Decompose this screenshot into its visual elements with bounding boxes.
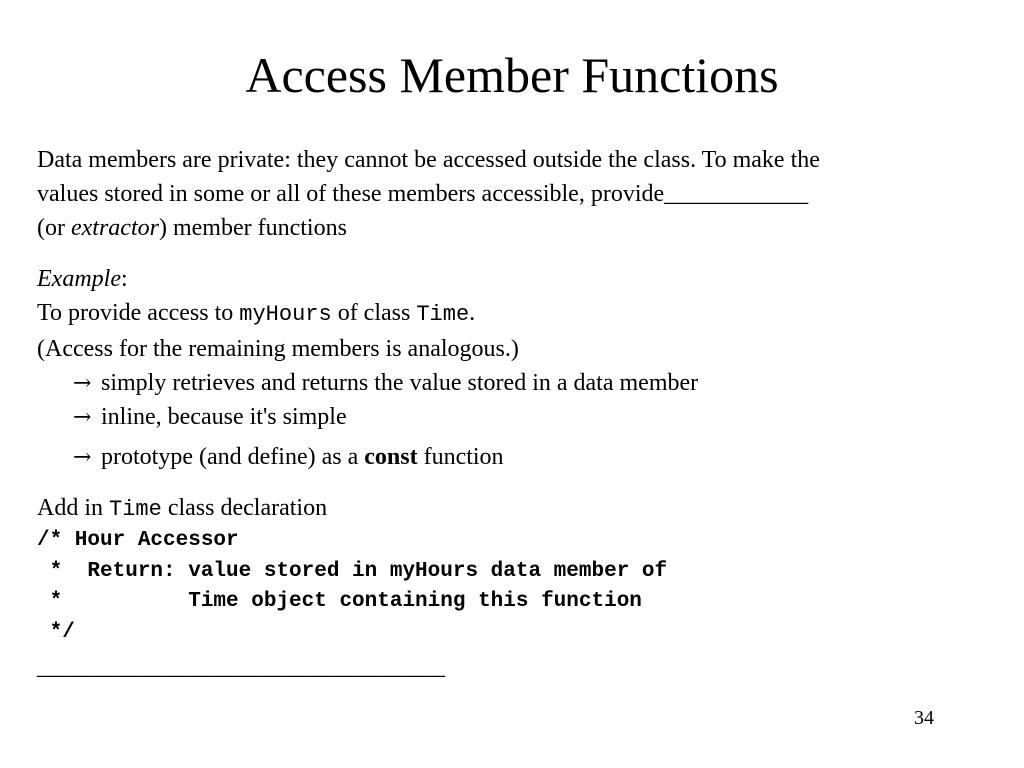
bullet-1-text: simply retrieves and returns the value stored in a data member <box>101 370 699 396</box>
example-line-2: (Access for the remaining members is analogous.) <box>37 336 519 362</box>
intro-line-1: Data members are private: they cannot be accessed outside the class. To make the <box>37 147 820 173</box>
code-comment-line-1: /* Hour Accessor <box>37 529 239 552</box>
example-line-1 <box>37 296 475 332</box>
arrow-right-icon: → <box>73 445 92 470</box>
bullet-3-suffix: function <box>417 444 504 470</box>
example-line-1-mid: of class <box>331 300 417 326</box>
bullet-1 <box>73 366 698 401</box>
code-comment-line-4: */ <box>37 621 75 644</box>
code-comment-line-2: * Return: value stored in myHours data member of <box>37 560 668 583</box>
example-label-colon: : <box>120 266 128 292</box>
bullet-2-text: inline, because it's simple <box>101 404 347 430</box>
time-code: Time <box>109 497 162 522</box>
extractor-term: extractor <box>70 215 159 241</box>
declaration-prefix: Add in <box>37 495 109 521</box>
code-comment-line-3: * Time object containing this function <box>37 590 642 613</box>
declaration-line <box>37 491 327 527</box>
slide-title: Access Member Functions <box>245 47 779 103</box>
answer-blank-line: __________________________________ <box>37 654 445 680</box>
intro-line-3 <box>37 211 347 245</box>
example-label-text: Example <box>37 266 121 292</box>
intro-line-3-prefix: (or <box>37 215 71 241</box>
bullet-3-prefix: prototype (and define) as a <box>101 444 365 470</box>
myhours-code: myHours <box>239 302 332 327</box>
intro-line-2: values stored in some or all of these members accessible, provide____________ <box>37 181 809 207</box>
example-line-1-prefix: To provide access to <box>37 300 240 326</box>
const-keyword: const <box>364 444 418 470</box>
bullet-2 <box>73 400 347 435</box>
declaration-suffix: class declaration <box>161 495 328 521</box>
example-label <box>37 262 128 296</box>
example-line-1-suffix: . <box>469 300 476 326</box>
intro-line-3-suffix: ) member functions <box>158 215 347 241</box>
time-code: Time <box>416 302 470 327</box>
page-number: 34 <box>914 707 934 729</box>
arrow-right-icon: → <box>73 405 92 430</box>
bullet-3 <box>73 440 504 475</box>
arrow-right-icon: → <box>73 371 92 396</box>
